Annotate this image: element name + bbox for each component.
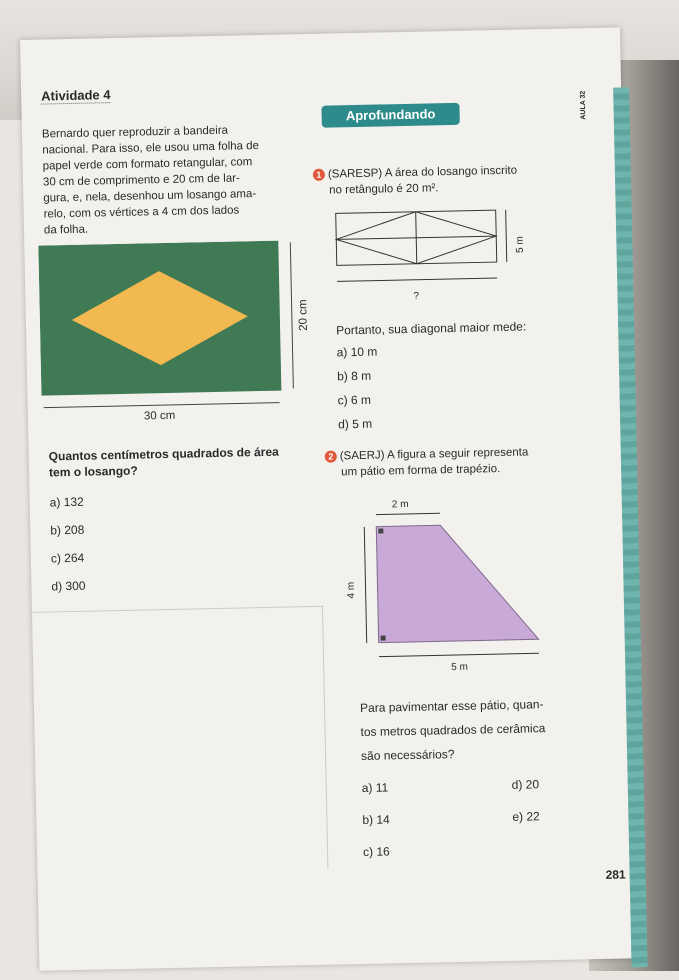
q1-diagonal-vertical: [416, 212, 417, 264]
activity-question-line: Quantos centímetros quadrados de área: [48, 444, 279, 464]
q2-option[interactable]: a) 11: [361, 780, 389, 796]
q1-width-label: ?: [413, 290, 420, 302]
flag-figure: [38, 240, 313, 414]
q2-trapezoid: [376, 523, 538, 642]
q1-text: no retângulo é 20 m².: [329, 182, 439, 197]
q2-height-label: 4 m: [345, 581, 358, 599]
q1-line: [313, 164, 517, 182]
q2-right-angle-bottom: [381, 635, 386, 640]
activity-option[interactable]: c) 264: [50, 550, 85, 566]
activity-text-line: 30 cm de comprimento e 20 cm de lar-: [42, 172, 240, 189]
activity-text-line: relo, com os vértices a 4 cm dos lados: [43, 204, 240, 221]
flag-height-label: 20 cm: [297, 299, 310, 331]
q2-option[interactable]: d) 20: [511, 777, 540, 792]
q2-bottom-label: 5 m: [451, 661, 469, 674]
q1-height-arrow: [506, 210, 507, 262]
activity-title: Atividade 4: [41, 87, 111, 104]
page-number: 281: [605, 867, 626, 882]
height-arrow: [290, 242, 293, 388]
q1-option[interactable]: d) 5 m: [337, 416, 373, 432]
q1-height-label: 5 m: [514, 236, 526, 254]
q2-text: um pátio em forma de trapézio.: [340, 463, 501, 479]
answer-space: [32, 606, 328, 875]
activity-text-line: da folha.: [43, 223, 89, 237]
activity-text-line: nacional. Para isso, ele usou uma folha de: [42, 140, 260, 157]
section-title-badge: Aprofundando: [321, 103, 459, 128]
q2-prompt-line: são necessários?: [360, 747, 455, 764]
q2-option[interactable]: e) 22: [512, 809, 540, 824]
q2-number: 2: [325, 450, 337, 462]
q1-option[interactable]: c) 6 m: [337, 392, 372, 408]
q2-right-angle-top: [378, 528, 383, 533]
q1-option[interactable]: b) 8 m: [336, 368, 372, 384]
q1-option[interactable]: a) 10 m: [336, 344, 378, 360]
side-label: AULA 32: [579, 90, 588, 120]
width-arrow: [44, 403, 280, 408]
q2-height-arrow: [364, 527, 366, 643]
q2-option[interactable]: b) 14: [362, 812, 390, 827]
q2-prompt-line: Para pavimentar esse pátio, quan-: [359, 697, 544, 716]
q2-option[interactable]: c) 16: [362, 844, 390, 859]
q2-prompt-line: tos metros quadrados de cerâmica: [360, 721, 546, 740]
q2-top-label: 2 m: [391, 498, 409, 511]
q1-width-arrow: [337, 278, 497, 281]
q2-trapezoid-figure: [350, 509, 553, 673]
q1-prompt: Portanto, sua diagonal maior mede:: [336, 319, 527, 338]
activity-option[interactable]: a) 132: [49, 494, 84, 510]
activity-text-line: papel verde com formato retangular, com: [42, 156, 253, 173]
q2-text: (SAERJ) A figura a seguir representa: [339, 446, 529, 463]
activity-option[interactable]: b) 208: [50, 522, 85, 538]
q2-top-arrow: [376, 513, 440, 514]
flag-width-label: 30 cm: [143, 409, 176, 423]
q1-text: (SARESP) A área do losango inscrito: [327, 164, 518, 181]
activity-question-line: tem o losango?: [48, 463, 138, 480]
textbook-page: [20, 27, 639, 970]
activity-text-line: gura, e, nela, desenhou um losango ama-: [43, 188, 257, 205]
activity-option[interactable]: d) 300: [51, 578, 86, 594]
q2-bottom-arrow: [379, 653, 539, 656]
q1-number: 1: [313, 169, 325, 181]
q2-line: [325, 445, 529, 463]
q1-rectangle-figure: [334, 208, 516, 296]
activity-text-line: Bernardo quer reproduzir a bandeira: [41, 124, 229, 141]
